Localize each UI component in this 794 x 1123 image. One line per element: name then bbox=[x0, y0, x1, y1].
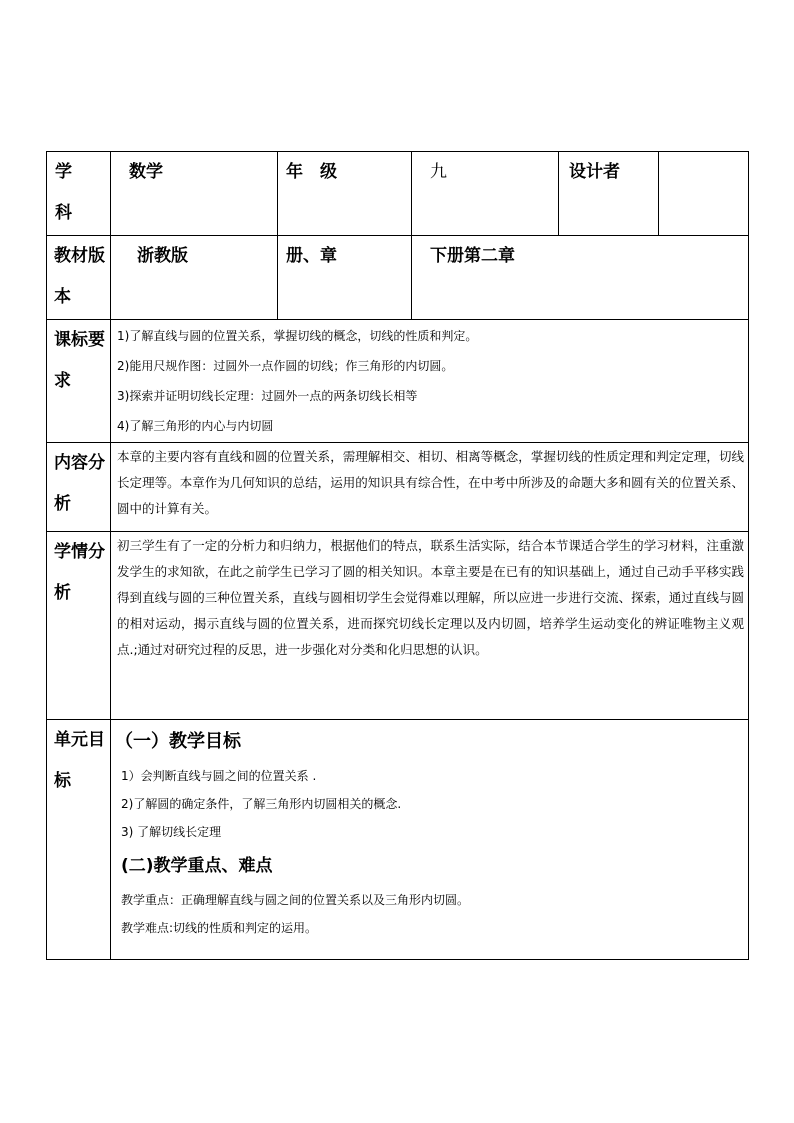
standards-list bbox=[111, 320, 749, 443]
subject-row bbox=[47, 152, 749, 236]
grade-value: 九 bbox=[412, 152, 559, 236]
standards-label: 课标要求 bbox=[47, 320, 111, 443]
lesson-plan-table bbox=[46, 151, 749, 960]
content-analysis-label: 内容分析 bbox=[47, 443, 111, 532]
edition-label: 教材版本 bbox=[47, 236, 111, 320]
objectives-heading: （一）教学目标 bbox=[115, 731, 241, 752]
subject-value: 数学 bbox=[111, 152, 278, 236]
standards-item: 4)了解三角形的内心与内切圆 bbox=[117, 419, 274, 433]
content-analysis-text: 本章的主要内容有直线和圆的位置关系，需理解相交、相切、相离等概念，掌握切线的性质定理和判定定理，切线长定理等。本章作为几何知识的总结，运用的知识具有综合性，在中考中所涉及的命题大多和圆有关的位置关系、圆中的计算有关。 bbox=[111, 443, 749, 532]
objective-item: 1）会判断直线与圆之间的位置关系 . bbox=[121, 769, 317, 783]
objective-item: 2)了解圆的确定条件，了解三角形内切圆相关的概念. bbox=[121, 797, 402, 811]
grade-label: 年 级 bbox=[278, 152, 412, 236]
content-analysis-row bbox=[47, 443, 749, 532]
volume-value: 下册第二章 bbox=[412, 236, 749, 320]
student-analysis-label: 学情分析 bbox=[47, 532, 111, 720]
volume-label: 册、章 bbox=[278, 236, 412, 320]
student-analysis-text: 初三学生有了一定的分析力和归纳力，根据他们的特点，联系生活实际，结合本节课适合学生的学习材料，注重激发学生的求知欲，在此之前学生已学习了圆的相关知识。本章主要是在已有的知识基础上，通过自己动手平移实践得到直线与圆的三种位置关系，直线与圆相切学生会觉得难以理解，所以应进一步进行交流、探索，通过直线与圆的相对运动，揭示直线与圆的位置关系，进而探究切线长定理以及内切圆，培养学生运动变化的辨证唯物主义观点.;通过对研究过程的反思，进一步强化对分类和化归思想的认识。 bbox=[111, 532, 749, 720]
key-difficult-heading: (二)教学重点、难点 bbox=[121, 856, 273, 876]
edition-row bbox=[47, 236, 749, 320]
edition-value: 浙教版 bbox=[111, 236, 278, 320]
key-point: 教学重点：正确理解直线与圆之间的位置关系以及三角形内切圆。 bbox=[121, 893, 470, 907]
standards-item: 2)能用尺规作图：过圆外一点作圆的切线；作三角形的内切圆。 bbox=[117, 359, 454, 373]
subject-label: 学科 bbox=[47, 152, 111, 236]
standards-item: 1)了解直线与圆的位置关系，掌握切线的概念，切线的性质和判定。 bbox=[117, 329, 478, 343]
unit-goals-content bbox=[111, 720, 749, 960]
student-analysis-row bbox=[47, 532, 749, 720]
difficult-point: 教学难点:切线的性质和判定的运用。 bbox=[121, 921, 318, 935]
designer-value bbox=[659, 152, 749, 236]
unit-goals-row bbox=[47, 720, 749, 960]
objective-item: 3) 了解切线长定理 bbox=[121, 825, 222, 839]
unit-goals-label: 单元目标 bbox=[47, 720, 111, 960]
standards-row bbox=[47, 320, 749, 443]
designer-label: 设计者 bbox=[559, 152, 659, 236]
standards-item: 3)探索并证明切线长定理：过圆外一点的两条切线长相等 bbox=[117, 389, 418, 403]
